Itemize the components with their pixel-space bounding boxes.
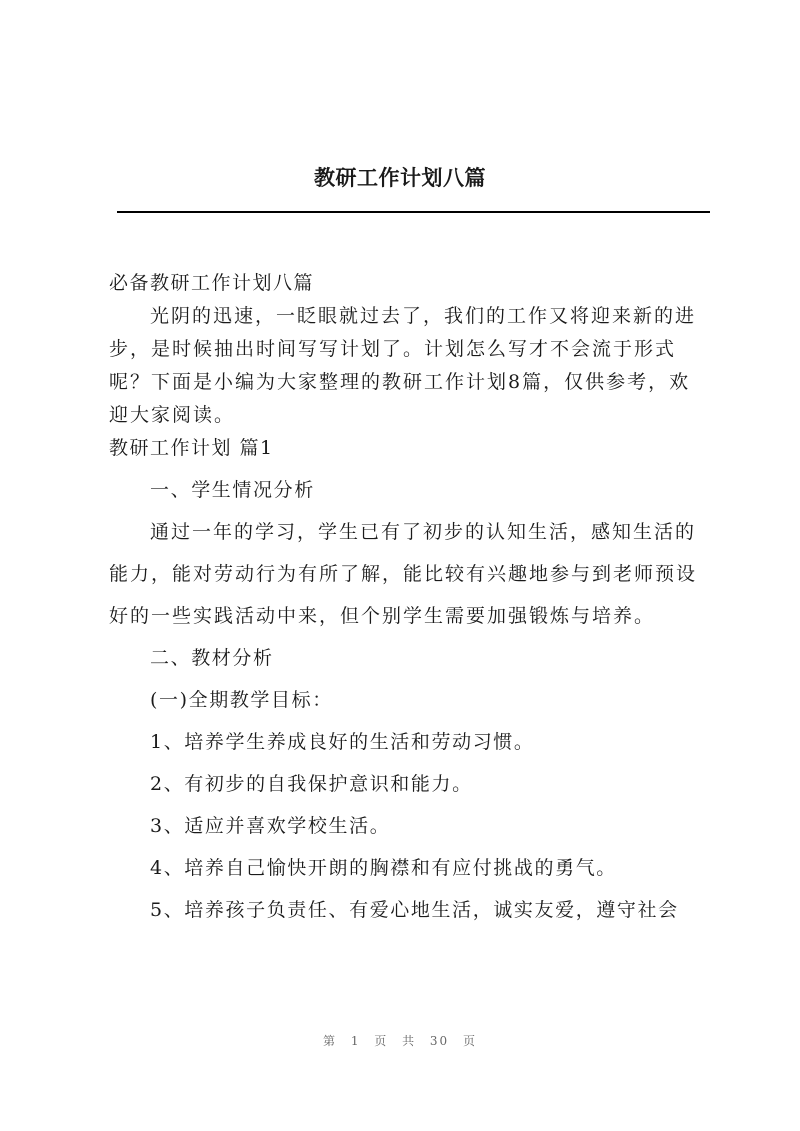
intro-paragraph	[109, 303, 709, 428]
part1-paragraph	[109, 519, 709, 629]
paragraph-line: 能力，能对劳动行为有所了解，能比较有兴趣地参与到老师预设	[109, 563, 698, 585]
goal-item: 2、有初步的自我保护意识和能力。	[150, 773, 473, 795]
part1-heading: 一、学生情况分析	[150, 479, 315, 501]
document-body	[109, 270, 709, 939]
part2-heading: 二、教材分析	[150, 647, 274, 669]
goal-item: 4、培养自己愉快开朗的胸襟和有应付挑战的勇气。	[150, 857, 617, 879]
goal-item: 1、培养学生养成良好的生活和劳动习惯。	[150, 731, 535, 753]
paragraph-line: 呢？下面是小编为大家整理的教研工作计划8篇，仅供参考，欢	[109, 371, 691, 393]
paragraph-line: 通过一年的学习，学生已有了初步的认知生活，感知生活的	[150, 521, 697, 543]
paragraph-line: 光阴的迅速，一眨眼就过去了，我们的工作又将迎来新的进	[150, 305, 697, 327]
document-subtitle: 必备教研工作计划八篇	[109, 272, 315, 294]
goal-item: 5、培养孩子负责任、有爱心地生活，诚实友爱，遵守社会	[150, 899, 679, 921]
page-number: 第 1 页 共 30 页	[323, 1034, 477, 1048]
paragraph-line: 步，是时候抽出时间写写计划了。计划怎么写才不会流于形式	[109, 338, 677, 360]
section-heading: 教研工作计划 篇1	[109, 437, 274, 459]
paragraph-line: 好的一些实践活动中来，但个别学生需要加强锻炼与培养。	[109, 605, 656, 627]
document-title: 教研工作计划八篇	[314, 166, 486, 190]
paragraph-line: 迎大家阅读。	[109, 404, 236, 426]
title-divider	[117, 211, 710, 213]
goals-heading: (一)全期教学目标：	[150, 689, 333, 711]
goal-item: 3、适应并喜欢学校生活。	[150, 815, 391, 837]
